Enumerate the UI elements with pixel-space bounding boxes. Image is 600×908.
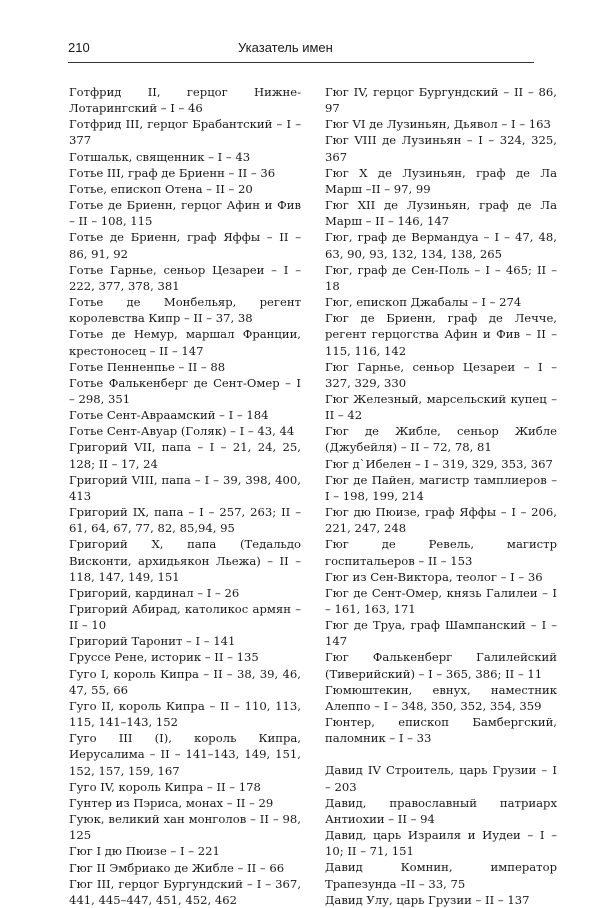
index-entry: Гюг де Пайен, магистр тамплиеров – I – 198, 199, 214 bbox=[325, 472, 557, 503]
index-entry: Готье Сент-Авуар (Голяк) – I – 43, 44 bbox=[69, 424, 295, 439]
index-entry: Готье, епископ Отена – II – 20 bbox=[69, 181, 253, 196]
index-entry: Готье Сент-Авраамский – I – 184 bbox=[69, 408, 269, 423]
index-entry: Гюг де Труа, граф Шампанский – I – 147 bbox=[325, 618, 557, 649]
running-title: Указатель имен bbox=[238, 40, 333, 55]
index-entry: Григорий, кардинал – I – 26 bbox=[69, 585, 240, 600]
page-number: 210 bbox=[68, 40, 90, 55]
index-entry: Гюг IV, герцог Бургундский – II – 86, 97 bbox=[325, 85, 557, 116]
index-entry: Готье де Монбельяр, регент королевства Кипр – II – 37, 38 bbox=[69, 295, 301, 326]
index-entry: Готфрид II, герцог Нижне-Лотарингский – I – 46 bbox=[69, 85, 301, 116]
index-entry: Гюг III, герцог Бургундский – I – 367, 441, 445–447, 451, 452, 462 bbox=[69, 876, 301, 907]
index-entry: Григорий X, папа (Тедальдо Висконти, архидьякон Льежа) – II – 118, 147, 149, 151 bbox=[69, 537, 301, 584]
index-entry: Готье де Немур, маршал Франции, крестоносец – II – 147 bbox=[69, 327, 301, 358]
index-entry: Гюг из Сен-Виктора, теолог – I – 36 bbox=[325, 569, 543, 584]
index-entry: Гуго II, король Кипра – II – 110, 113, 115, 141–143, 152 bbox=[69, 698, 301, 730]
index-entry: Готье Пенненпье – II – 88 bbox=[69, 359, 226, 374]
index-entry: Гуюк, великий хан монголов – II – 98, 125 bbox=[69, 812, 301, 843]
index-entry: Готшальк, священник – I – 43 bbox=[69, 149, 251, 164]
index-column-left bbox=[69, 84, 301, 908]
index-entry: Гюг Гарнье, сеньор Цезареи – I – 327, 329, 330 bbox=[325, 359, 557, 390]
index-entry: Гюг X де Лузиньян, граф де Ла Марш –II – 97, 99 bbox=[325, 165, 557, 196]
index-entry: Гюмюштекин, евнух, наместник Алеппо – I – 348, 350, 352, 354, 359 bbox=[325, 682, 557, 713]
index-entry: Гюг I дю Пюизе – I – 221 bbox=[69, 844, 220, 859]
index-column-right bbox=[325, 84, 557, 908]
index-entry: Гюг де Сент-Омер, князь Галилеи – I – 161, 163, 171 bbox=[325, 585, 557, 616]
index-entry: Гюг, граф де Вермандуа – I – 47, 48, 63, 90, 93, 132, 134, 138, 265 bbox=[325, 230, 557, 261]
index-entry: Гюг VI де Лузиньян, Дьявол – I – 163 bbox=[325, 117, 551, 132]
index-entry: Готье де Бриенн, герцог Афин и Фив – II – 108, 115 bbox=[69, 198, 301, 229]
index-entry: Готье де Бриенн, граф Яффы – II – 86, 91, 92 bbox=[69, 230, 301, 261]
index-entry: Гуго III (I), король Кипра, Иерусалима – II – 141–143, 149, 151, 152, 157, 159, 167 bbox=[69, 731, 301, 778]
index-entry: Гюг, граф де Сен-Поль – I – 465; II – 18 bbox=[325, 262, 557, 293]
index-entry: Гюг дю Пюизе, граф Яффы – I – 206, 221, 247, 248 bbox=[325, 505, 557, 536]
index-entry: Готфрид III, герцог Брабантский – I – 377 bbox=[69, 117, 301, 148]
header-rule bbox=[68, 62, 534, 63]
index-entry: Григорий Таронит – I – 141 bbox=[69, 634, 236, 649]
index-entry: Гюг VIII де Лузиньян – I – 324, 325, 367 bbox=[325, 133, 557, 164]
index-entry: Гуго IV, король Кипра – II – 178 bbox=[69, 779, 261, 794]
index-entry: Гюг, епископ Джабалы – I – 274 bbox=[325, 295, 522, 310]
index-entry: Гюнтер, епископ Бамбергский, паломник – I – 33 bbox=[325, 715, 557, 746]
index-entry: Гюг де Ревель, магистр госпитальеров – II – 153 bbox=[325, 537, 557, 568]
index-entry: Гюг де Жибле, сеньор Жибле (Джубейля) – II – 72, 78, 81 bbox=[325, 424, 557, 455]
index-entry: Давид Улу, царь Грузии – II – 137 bbox=[325, 892, 530, 907]
index-entry: Гюг II Эмбриако де Жибле – II – 66 bbox=[69, 860, 285, 875]
index-entry: Григорий IX, папа – I – 257, 263; II – 61, 64, 67, 77, 82, 85,94, 95 bbox=[69, 505, 301, 536]
index-entry: Груссе Рене, историк – II – 135 bbox=[69, 650, 259, 665]
index-entry: Готье III, граф де Бриенн – II – 36 bbox=[69, 165, 276, 180]
index-entry: Давид, православный патриарх Антиохии – II – 94 bbox=[325, 795, 557, 826]
index-entry: Григорий VIII, папа – I – 39, 398, 400, 413 bbox=[69, 472, 301, 503]
index-entry: Готье Фалькенберг де Сент-Омер – I – 298, 351 bbox=[69, 375, 301, 406]
index-entry: Давид Комнин, император Трапезунда –II – 33, 75 bbox=[325, 860, 557, 891]
index-entry: Гюг XII де Лузиньян, граф де Ла Марш – II – 146, 147 bbox=[325, 198, 557, 229]
index-entry: Давид IV Строитель, царь Грузии – I – 203 bbox=[325, 763, 557, 794]
index-entry: Гунтер из Пэриса, монах – II – 29 bbox=[69, 795, 274, 810]
index-entry: Гюг Фалькенберг Галилейский (Тиверийский) – I – 365, 386; II – 11 bbox=[325, 650, 557, 681]
index-entry: Григорий VII, папа – I – 21, 24, 25, 128; II – 17, 24 bbox=[69, 440, 301, 471]
index-entry: Григорий Абирад, католикос армян – II – 10 bbox=[69, 602, 301, 633]
index-entry: Гюг Железный, марсельский купец – II – 42 bbox=[325, 391, 557, 423]
page-header bbox=[68, 40, 534, 64]
index-entry: Давид, царь Израиля и Иудеи – I – 10; II – 71, 151 bbox=[325, 828, 557, 859]
index-entry: Гюг д`Ибелен – I – 319, 329, 353, 367 bbox=[325, 456, 553, 471]
index-entry: Гуго I, король Кипра – II – 38, 39, 46, 47, 55, 66 bbox=[69, 666, 301, 697]
index-entry: Гюг де Бриенн, граф де Лечче, регент герцогства Афин и Фив – II – 115, 116, 142 bbox=[325, 311, 557, 358]
index-entry: Готье Гарнье, сеньор Цезареи – I – 222, 377, 378, 381 bbox=[69, 262, 301, 293]
